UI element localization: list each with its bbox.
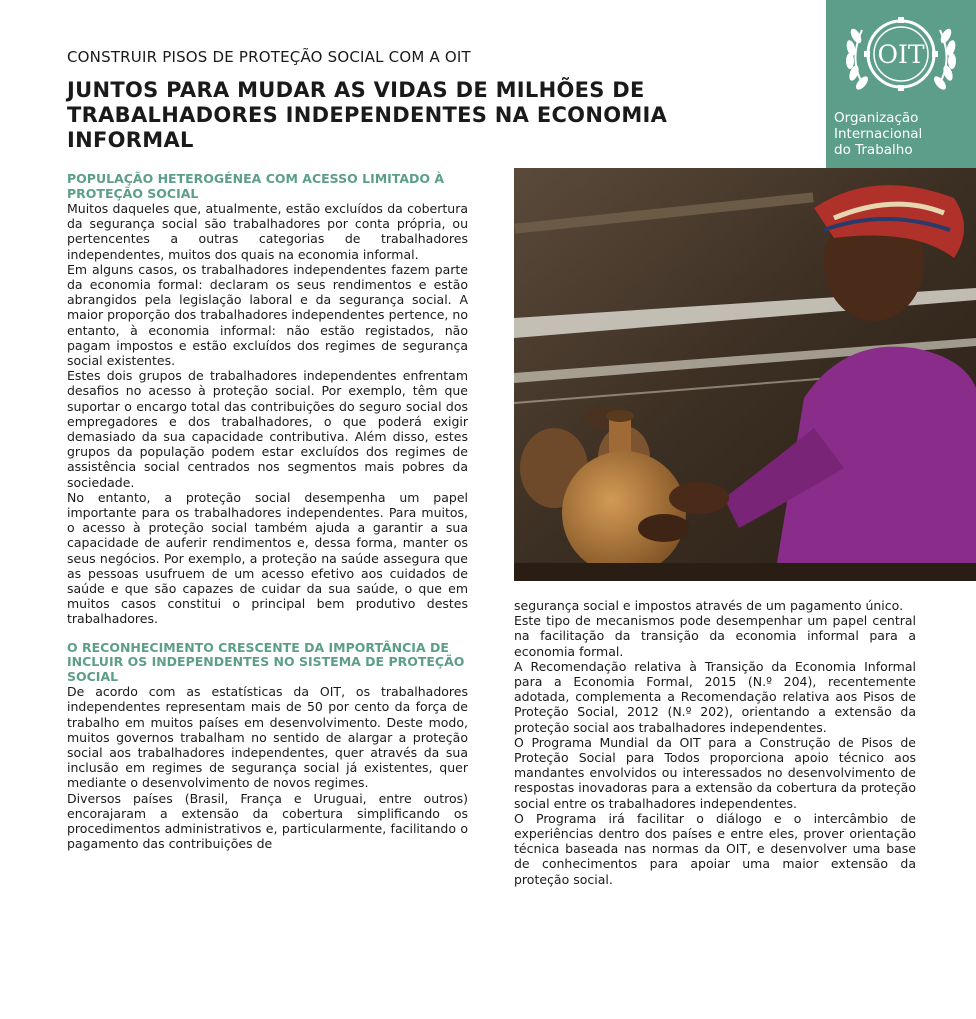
body-paragraph: De acordo com as estatísticas da OIT, os trabalhadores independentes representam mais de 50 por cento da força de trabalho em muitos países em desenvolvimento. Deste modo, muitos governos trabalham no sentido de alargar a proteção social aos trabalhadores independentes, quer através da sua inclusão em regimes de segurança social já existentes, quer mediante o desenvolvimento de novos regimes. bbox=[67, 684, 468, 791]
logo-name-line: Organização bbox=[834, 110, 919, 126]
photo-illustration bbox=[514, 168, 976, 581]
body-paragraph: No entanto, a proteção social desempenha um papel importante para os trabalhadores independentes. Para muitos, o acesso à proteção social também ajuda a garantir a sua capacidade de auferir rendimentos e, dessa forma, manter os seus negócios. Por exemplo, a proteção na saúde assegura que as pessoas usufruem de um acesso efetivo aos cuidados de saúde e que são capazes de cuidar da sua saúde, o que em muitos casos constitui o principal bem produtivo destes trabalhadores. bbox=[67, 489, 468, 627]
left-column bbox=[67, 172, 468, 851]
weaver-photo bbox=[514, 168, 976, 581]
body-paragraph: A Recomendação relativa à Transição da Economia Informal para a Economia Formal, 2015 (N.º 204), recentemente adotada, complementa a Recomendação relativa aos Pisos de Proteção Social, 2012 (N.º 202), orientando a extensão da proteção social aos trabalhadores independentes. bbox=[514, 658, 916, 735]
document-kicker: CONSTRUIR PISOS DE PROTEÇÃO SOCIAL COM A OIT bbox=[67, 48, 471, 66]
section-heading: POPULAÇÃO HETEROGÉNEA COM ACESSO LIMITADO À PROTEÇÃO SOCIAL bbox=[67, 171, 445, 201]
logo-name-line: do Trabalho bbox=[834, 142, 913, 158]
body-paragraph: O Programa irá facilitar o diálogo e o intercâmbio de experiências dentro dos países e entre eles, prover orientação técnica baseada nas normas da OIT, e desenvolver uma base de conhecimentos para apoiar uma maior extensão da proteção social. bbox=[514, 810, 916, 887]
section-heading: O RECONHECIMENTO CRESCENTE DA IMPORTÂNCIA DE INCLUIR OS INDEPENDENTES NO SISTEMA DE PROTEÇÃO SOCIAL bbox=[67, 639, 465, 684]
body-paragraph: Em alguns casos, os trabalhadores independentes fazem parte da economia formal: declaram os seus rendimentos e estão abrangidos pela legislação laboral e da segurança social. A maior proporção dos trabalhadores independentes pertence, no entanto, à economia informal: não estão registados, não pagam impostos e estão excluídos dos regimes de segurança social existentes. bbox=[67, 261, 468, 369]
ilo-logo-block bbox=[826, 0, 976, 168]
logo-organization-name bbox=[834, 110, 974, 158]
document-title: JUNTOS PARA MUDAR AS VIDAS DE MILHÕES DE TRABALHADORES INDEPENDENTES NA ECONOMIA INFORMAL bbox=[67, 78, 668, 152]
logo-acronym: OIT bbox=[877, 40, 925, 69]
body-paragraph: Diversos países (Brasil, França e Uruguai, entre outros) encorajaram a extensão da cobertura simplificando os procedimentos administrativos e, particularmente, facilitando o pagamento das contribuições de bbox=[67, 790, 468, 852]
logo-name-line: Internacional bbox=[834, 126, 923, 142]
body-paragraph: Estes dois grupos de trabalhadores independentes enfrentam desafios no acesso à proteção social. Por exemplo, têm que suportar o encargo total das contribuições do seguro social dos empregadores e dos trabalhadores, o que poderá exigir demasiado da sua capacidade contributiva. Além disso, estes grupos da população podem estar excluídos dos regimes de assistência social centrados nos segmentos mais pobres da sociedade. bbox=[67, 368, 468, 490]
right-column bbox=[514, 598, 916, 887]
body-paragraph: Este tipo de mecanismos pode desempenhar um papel central na facilitação da transição da economia informal para a economia formal. bbox=[514, 613, 916, 659]
body-paragraph: segurança social e impostos através de um pagamento único. bbox=[514, 598, 904, 613]
ilo-emblem-icon bbox=[834, 6, 968, 106]
body-paragraph: Muitos daqueles que, atualmente, estão excluídos da cobertura da segurança social são trabalhadores por conta própria, ou pertencentes a outras categorias de trabalhadores independentes, muitos dos quais na economia informal. bbox=[67, 201, 468, 262]
body-paragraph: O Programa Mundial da OIT para a Construção de Pisos de Proteção Social para Todos proporciona apoio técnico aos mandantes envolvidos ou interessados no desenvolvimento de respostas inovadoras para a extensão da cobertura da proteção social entre os trabalhadores independentes. bbox=[514, 734, 916, 811]
